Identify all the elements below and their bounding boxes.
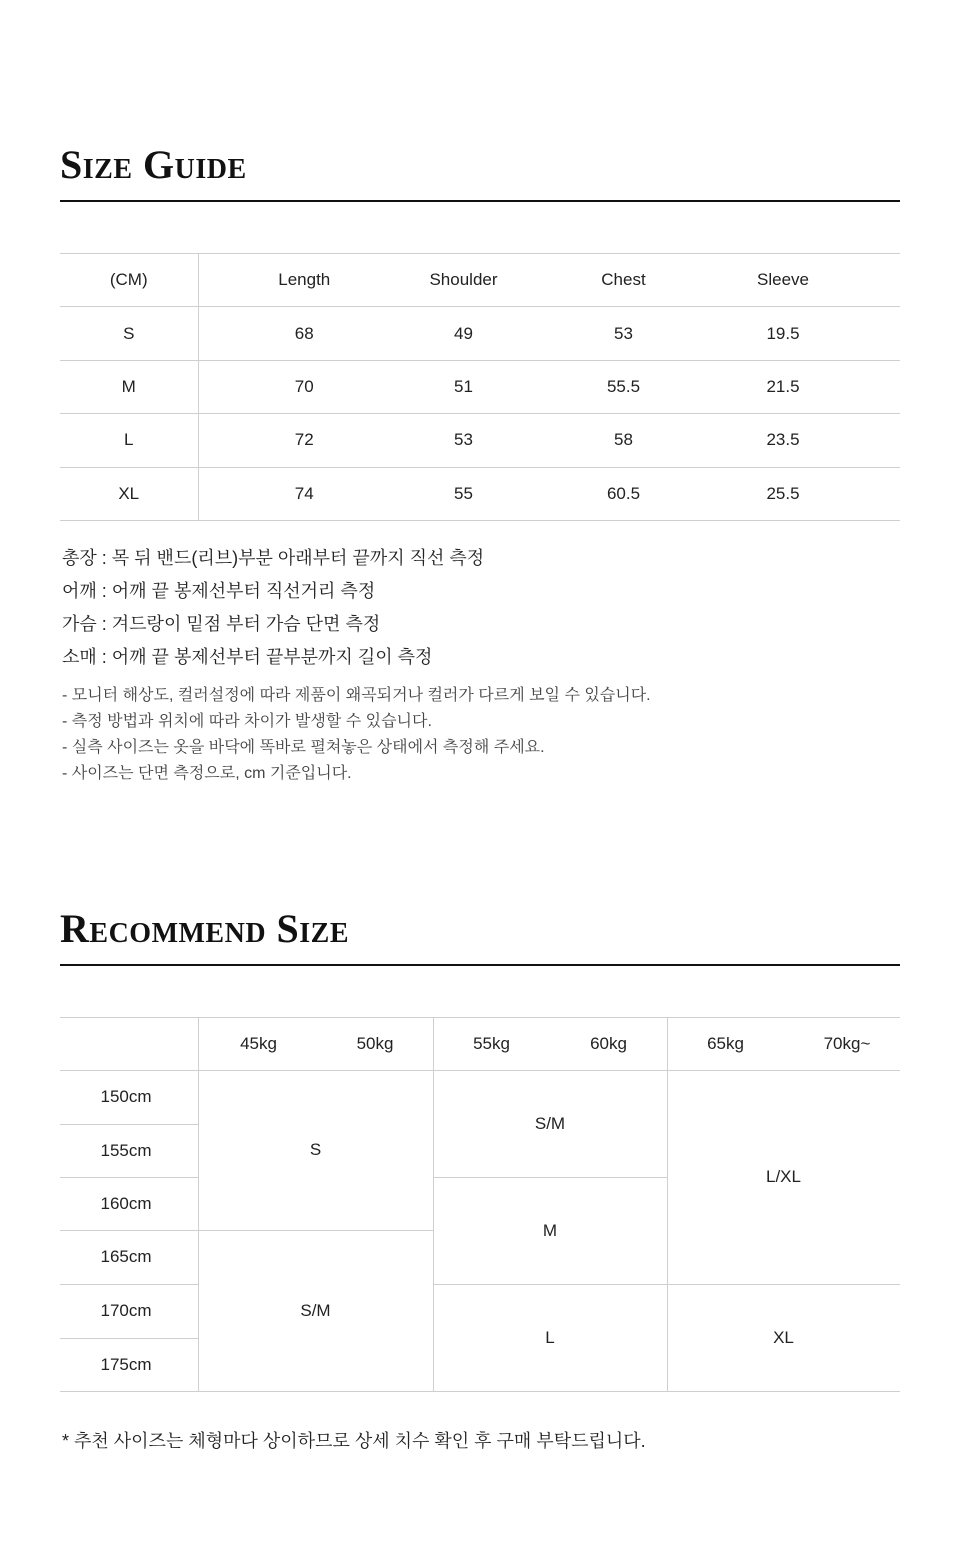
- size-cell: XL: [60, 467, 198, 520]
- table-row: [60, 414, 900, 467]
- shoulder-cell: 53: [410, 414, 517, 467]
- size-result-cell: S/M: [534, 1113, 566, 1133]
- note-sleeve: 소매 : 어깨 끝 봉제선부터 끝부분까지 길이 측정: [62, 647, 433, 667]
- height-label: 175cm: [100, 1354, 152, 1374]
- sleeve-cell: 23.5: [730, 414, 836, 467]
- unit-header: (CM): [60, 254, 198, 307]
- chest-cell: 53: [517, 307, 730, 360]
- note-chest: 가슴 : 겨드랑이 밑점 부터 가슴 단면 측정: [62, 614, 381, 634]
- height-label: 170cm: [100, 1301, 152, 1320]
- size-cell: L: [60, 414, 198, 467]
- recommend-size-title: Recommend Size: [60, 906, 350, 951]
- length-cell: 70: [198, 360, 410, 413]
- chest-cell: 58: [517, 414, 730, 467]
- weight-header: 70kg~: [823, 1033, 871, 1053]
- recommend-size-divider: [60, 964, 900, 966]
- shoulder-cell: 49: [410, 307, 517, 360]
- size-cell: S: [60, 307, 198, 360]
- disclaimer-item: - 모니터 해상도, 컬러설정에 따라 제품이 왜곡되거나 컬러가 다르게 보일 수 있습니다.: [62, 687, 651, 704]
- chest-header: Chest: [517, 254, 730, 307]
- sleeve-cell: 19.5: [730, 307, 836, 360]
- shoulder-cell: 55: [410, 467, 517, 520]
- height-label: 165cm: [100, 1247, 152, 1266]
- size-guide-table: [60, 253, 900, 521]
- length-cell: 72: [198, 414, 410, 467]
- note-length: 총장 : 목 뒤 밴드(리브)부분 아래부터 끝까지 직선 측정: [62, 548, 485, 568]
- size-result-cell: M: [542, 1220, 558, 1240]
- disclaimer-notes: [62, 685, 651, 789]
- weight-header: 45kg: [240, 1033, 277, 1053]
- size-result-cell: L: [545, 1327, 555, 1347]
- height-label: 160cm: [100, 1193, 152, 1213]
- table-row: [60, 467, 900, 520]
- note-shoulder: 어깨 : 어깨 끝 봉제선부터 직선거리 측정: [62, 581, 376, 601]
- chest-cell: 60.5: [517, 467, 730, 520]
- height-label: 150cm: [100, 1087, 152, 1106]
- length-header: Length: [198, 254, 410, 307]
- size-guide-divider: [60, 200, 900, 202]
- table-header-row: [60, 254, 900, 307]
- weight-header: 60kg: [590, 1033, 627, 1053]
- size-cell: M: [60, 360, 198, 413]
- size-result-cell: L/XL: [766, 1167, 801, 1186]
- chest-cell: 55.5: [517, 360, 730, 413]
- size-result-cell: S/M: [300, 1300, 331, 1320]
- size-guide-title: Size Guide: [60, 142, 247, 187]
- weight-header: 65kg: [707, 1033, 744, 1053]
- length-cell: 68: [198, 307, 410, 360]
- recommend-size-grid: [60, 1017, 900, 1392]
- disclaimer-item: - 실측 사이즈는 옷을 바닥에 똑바로 펼쳐놓은 상태에서 측정해 주세요.: [62, 739, 545, 756]
- disclaimer-item: - 사이즈는 단면 측정으로, cm 기준입니다.: [62, 765, 352, 782]
- disclaimer-item: - 측정 방법과 위치에 따라 차이가 발생할 수 있습니다.: [62, 713, 432, 730]
- size-result-cell: XL: [773, 1327, 794, 1347]
- sleeve-cell: 21.5: [730, 360, 836, 413]
- shoulder-cell: 51: [410, 360, 517, 413]
- sleeve-header: Sleeve: [730, 254, 836, 307]
- grid-line: [60, 1391, 900, 1392]
- measurement-notes: [62, 544, 484, 676]
- sleeve-cell: 25.5: [730, 467, 836, 520]
- height-label: 155cm: [100, 1140, 152, 1160]
- table-row: [60, 360, 900, 413]
- recommend-footnote: * 추천 사이즈는 체형마다 상이하므로 상세 치수 확인 후 구매 부탁드립니다.: [62, 1431, 646, 1451]
- length-cell: 74: [198, 467, 410, 520]
- size-result-cell: S: [309, 1140, 322, 1159]
- table-row: [60, 307, 900, 360]
- shoulder-header: Shoulder: [410, 254, 517, 307]
- weight-header: 55kg: [473, 1033, 510, 1053]
- weight-header: 50kg: [356, 1033, 394, 1053]
